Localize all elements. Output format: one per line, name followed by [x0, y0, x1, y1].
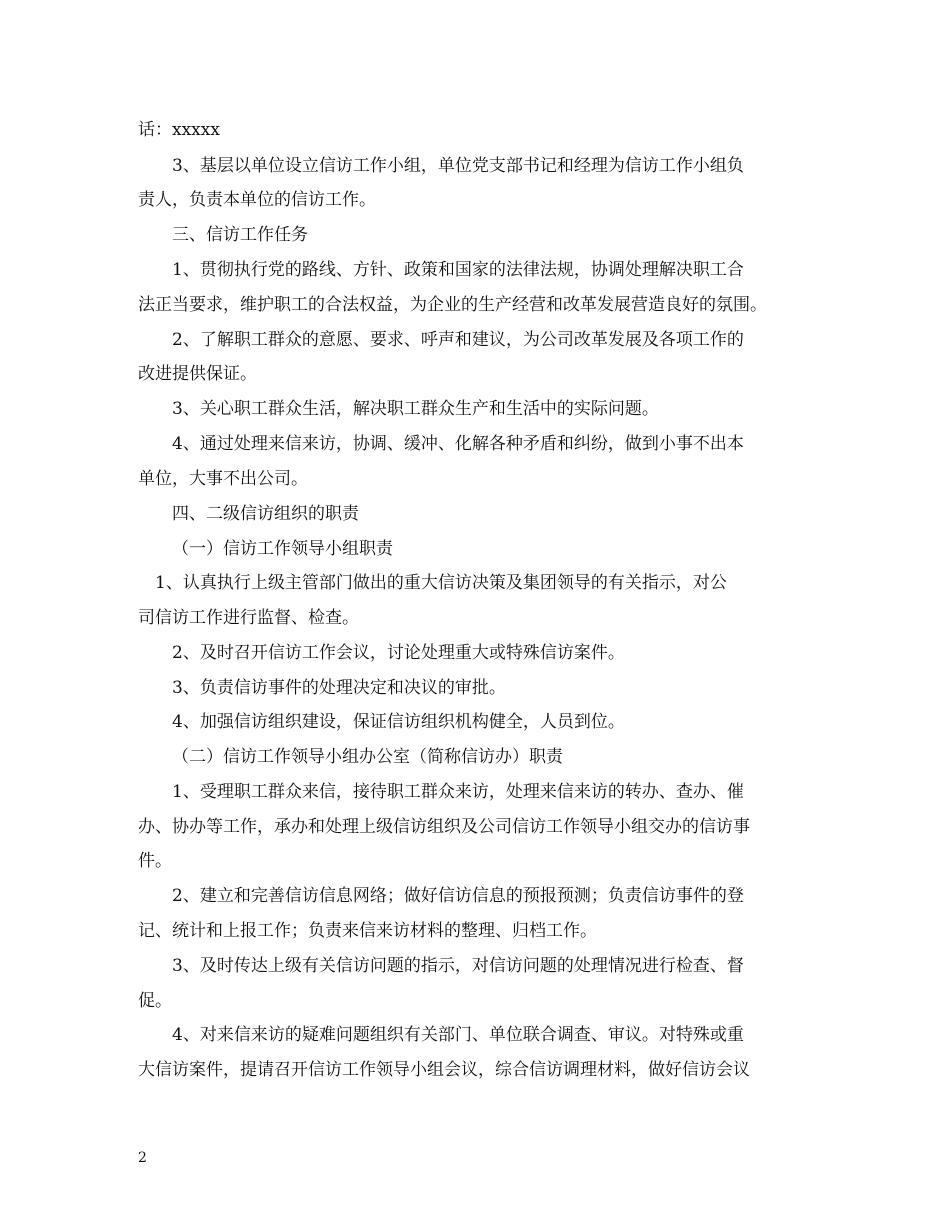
text-line: 2、了解职工群众的意愿、要求、呼声和建议，为公司改革发展及各项工作的: [172, 330, 744, 350]
text-line: 4、加强信访组织建设，保证信访组织机构健全，人员到位。: [172, 712, 625, 732]
text-line: 办、协办等工作，承办和处理上级信访组织及公司信访工作领导小组交办的信访事: [138, 817, 750, 837]
text-line: 4、通过处理来信来访，协调、缓冲、化解各种矛盾和纠纷，做到小事不出本: [172, 434, 744, 454]
text-line: 2、及时召开信访工作会议，讨论处理重大或特殊信访案件。: [172, 643, 625, 663]
text-line: 3、及时传达上级有关信访问题的指示，对信访问题的处理情况进行检查、督: [172, 956, 744, 976]
section-heading: 四、二级信访组织的职责: [172, 504, 359, 524]
text-line: 司信访工作进行监督、检查。: [138, 608, 359, 628]
section-heading: 三、信访工作任务: [172, 225, 308, 245]
text-line: 件。: [138, 851, 172, 871]
text-line: 4、对来信来访的疑难问题组织有关部门、单位联合调查、审议。对特殊或重: [172, 1025, 744, 1045]
text-line: 1、贯彻执行党的路线、方针、政策和国家的法律法规，协调处理解决职工合: [172, 260, 744, 280]
page-number: 2: [138, 1150, 147, 1166]
text-line: 大信访案件，提请召开信访工作领导小组会议，综合信访调理材料，做好信访会议: [138, 1060, 750, 1080]
text-line: 3、基层以单位设立信访工作小组，单位党支部书记和经理为信访工作小组负: [172, 156, 744, 176]
text-line: 2、建立和完善信访信息网络；做好信访信息的预报预测；负责信访事件的登: [172, 886, 744, 906]
text-line: 改进提供保证。: [138, 364, 257, 384]
text-line: 话：xxxxx: [138, 120, 220, 140]
text-line: 法正当要求，维护职工的合法权益，为企业的生产经营和改革发展营造良好的氛围。: [138, 295, 767, 315]
subsection-heading: （一）信访工作领导小组职责: [172, 539, 393, 559]
text-line: 责人，负责本单位的信访工作。: [138, 190, 376, 210]
text-line: 3、负责信访事件的处理决定和决议的审批。: [172, 678, 506, 698]
subsection-heading: （二）信访工作领导小组办公室（简称信访办）职责: [172, 747, 563, 767]
text-line: 1、认真执行上级主管部门做出的重大信访决策及集团领导的有关指示，对公: [155, 573, 727, 593]
text-line: 记、统计和上报工作；负责来信来访材料的整理、归档工作。: [138, 921, 597, 941]
text-line: 单位，大事不出公司。: [138, 469, 308, 489]
text-line: 促。: [138, 991, 172, 1011]
text-line: 3、关心职工群众生活，解决职工群众生产和生活中的实际问题。: [172, 399, 659, 419]
text-line: 1、受理职工群众来信，接待职工群众来访，处理来信来访的转办、查办、催: [172, 782, 744, 802]
